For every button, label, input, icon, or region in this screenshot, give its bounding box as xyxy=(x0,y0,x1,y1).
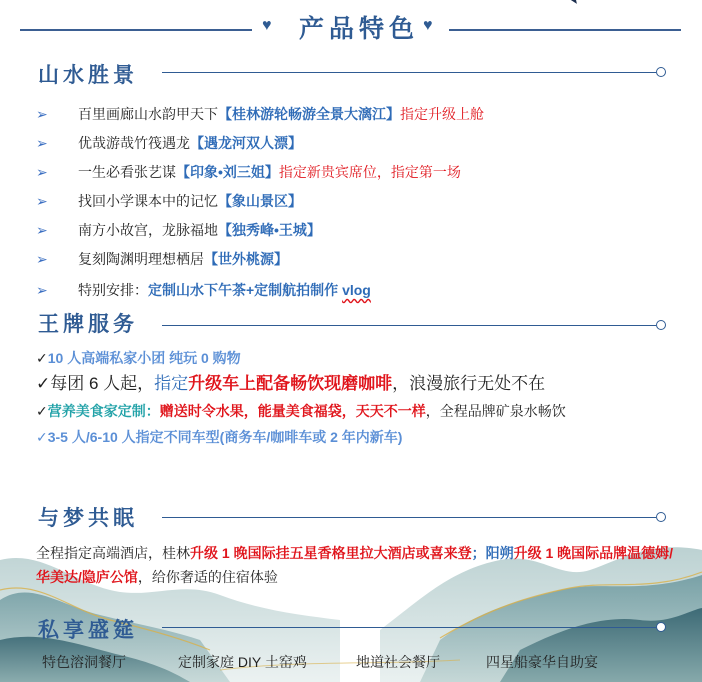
corner-decoration xyxy=(555,0,585,10)
service-text: 3-5 人/6-10 人指定不同车型(商务车/咖啡车或 2 年内新车) xyxy=(47,429,403,445)
check-icon: ✓ xyxy=(36,403,48,419)
service-line xyxy=(36,427,402,447)
service-text: ，浪漫旅行无处不在 xyxy=(392,374,546,393)
item-note: 指定升级上舱 xyxy=(400,106,484,122)
arrow-bullet-icon: ➢ xyxy=(36,251,48,267)
item-text: 一生必看张艺谋 xyxy=(78,164,176,180)
service-text: 10 人高端私家小团 纯玩 0 购物 xyxy=(47,350,241,366)
hotel-text: ，给你奢适的住宿体验 xyxy=(137,569,278,585)
item-text: 优哉游哉竹筏遇龙 xyxy=(78,135,190,151)
dining-item: 定制家庭 DIY 土窑鸡 xyxy=(178,654,307,670)
item-highlight: 【独秀峰•王城】 xyxy=(218,222,321,238)
service-text: 指定 xyxy=(154,374,189,393)
vlog-text: vlog xyxy=(342,282,371,298)
section-title-scenery: 山水胜景 xyxy=(38,62,138,87)
section-rule xyxy=(162,325,656,326)
list-item xyxy=(36,132,302,154)
section-title-sleep: 与梦共眠 xyxy=(38,505,138,530)
arrow-bullet-icon: ➢ xyxy=(36,193,48,209)
hotel-paragraph xyxy=(36,541,686,589)
arrow-bullet-icon: ➢ xyxy=(36,135,48,151)
list-item xyxy=(36,103,484,125)
item-highlight: 【桂林游轮畅游全景大漓江】 xyxy=(218,106,400,122)
dining-item: 特色溶洞餐厅 xyxy=(42,654,126,670)
item-highlight: 【世外桃源】 xyxy=(204,251,288,267)
list-item xyxy=(36,279,371,301)
service-line xyxy=(36,372,545,396)
banner-rule-right xyxy=(449,29,681,31)
arrow-bullet-icon: ➢ xyxy=(36,282,48,298)
item-highlight: 【遇龙河双人漂】 xyxy=(190,135,302,151)
section-rule xyxy=(162,627,656,628)
section-end-dot xyxy=(656,67,666,77)
item-text: 南方小故宫，龙脉福地 xyxy=(78,222,218,238)
hotel-text: ；阳朔 xyxy=(471,545,514,561)
service-text: ，全程品牌矿泉水畅饮 xyxy=(425,403,566,419)
service-text: 每团 6 人起， xyxy=(50,374,155,393)
section-end-dot xyxy=(656,512,666,522)
list-item xyxy=(36,190,302,212)
section-end-dot xyxy=(656,320,666,330)
section-title-dining: 私享盛筵 xyxy=(38,617,138,642)
heart-icon: ♥ xyxy=(262,17,272,34)
item-text: 复刻陶渊明理想栖居 xyxy=(78,251,204,267)
heart-icon: ♥ xyxy=(423,17,433,34)
arrow-bullet-icon: ➢ xyxy=(36,106,48,122)
section-end-dot xyxy=(656,622,666,632)
item-text: 特别安排： xyxy=(78,282,148,298)
hotel-text: 全程指定高端酒店，桂林 xyxy=(36,545,190,561)
section-title-service: 王牌服务 xyxy=(38,311,138,336)
dining-item: 地道社会餐厅 xyxy=(356,654,440,670)
service-highlight: 升级车上配备畅饮现磨咖啡 xyxy=(188,374,393,393)
hotel-highlight: 升级 1 晚国际挂五星香格里拉大酒店或喜来登 xyxy=(190,545,472,561)
list-item xyxy=(36,219,321,241)
item-note: 指定新贵宾席位，指定第一场 xyxy=(278,164,461,180)
item-highlight: 定制山水下午茶+定制航拍制作 xyxy=(148,282,343,298)
section-rule xyxy=(162,72,656,73)
list-item xyxy=(36,248,288,270)
service-highlight: 赠送时令水果，能量美食福袋，天天不一样 xyxy=(159,403,426,419)
section-rule xyxy=(162,517,656,518)
arrow-bullet-icon: ➢ xyxy=(36,222,48,238)
check-icon: ✓ xyxy=(36,429,48,445)
service-line xyxy=(36,348,241,368)
banner-rule-left xyxy=(20,29,252,31)
list-item xyxy=(36,161,461,183)
arrow-bullet-icon: ➢ xyxy=(36,164,48,180)
dining-item: 四星船豪华自助宴 xyxy=(486,654,598,670)
service-line xyxy=(36,401,566,421)
item-highlight: 【象山景区】 xyxy=(218,193,302,209)
hotel-highlight: 升级 1 晚国际品牌温德姆/华美达/隐庐公馆 xyxy=(36,545,674,585)
item-text: 找回小学课本中的记忆 xyxy=(78,193,218,209)
item-text: 百里画廊山水韵甲天下 xyxy=(78,106,218,122)
check-icon: ✓ xyxy=(36,374,51,393)
service-label: 营养美食家定制： xyxy=(47,403,160,419)
banner-title: 产品特色 xyxy=(298,14,419,43)
item-highlight: 【印象•刘三姐】 xyxy=(176,164,279,180)
check-icon: ✓ xyxy=(36,350,48,366)
